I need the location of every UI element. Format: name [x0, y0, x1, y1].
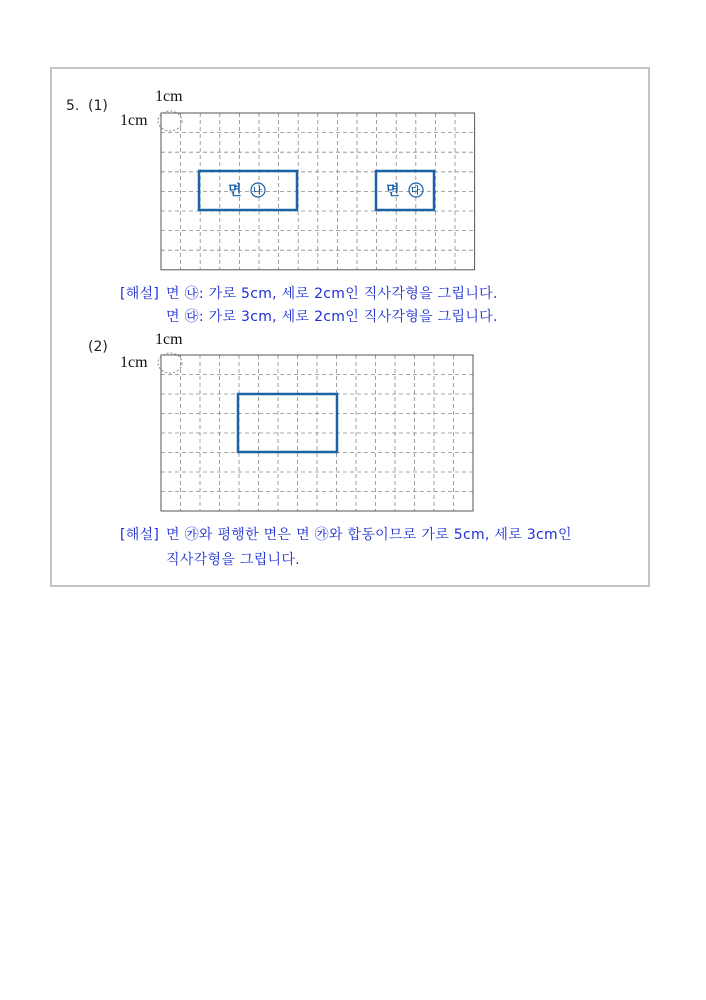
part1-unit-top: 1cm	[155, 88, 183, 105]
rect-c-label: 면	[386, 183, 400, 199]
problem-number: 5.	[66, 98, 80, 114]
part1-unit-side: 1cm	[120, 112, 148, 129]
part2-label: (2)	[88, 339, 108, 355]
part2-unit-side: 1cm	[120, 354, 148, 371]
rect-c-marker: 다	[411, 186, 420, 197]
unit-cell-marker-2	[158, 353, 182, 373]
part1-explanation-line2: 면 ㉰: 가로 3cm, 세로 2cm인 직사각형을 그립니다.	[166, 309, 498, 325]
unit-cell-marker-1	[158, 111, 182, 131]
grid-1-lines	[161, 113, 475, 270]
rectangle-b	[199, 171, 297, 210]
part1-label: (1)	[88, 98, 108, 114]
part2-explanation-line2: 직사각형을 그립니다.	[166, 552, 300, 568]
grid-2-lines	[161, 355, 473, 511]
part1-explanation-tag: [해설]	[120, 286, 160, 302]
rectangle-c	[376, 171, 434, 210]
rect-b-label: 면	[228, 183, 242, 199]
rectangle-answer	[238, 394, 337, 452]
part2-unit-top: 1cm	[155, 331, 183, 348]
part2-explanation-line1: 면 ㉮와 평행한 면은 면 ㉮와 합동이므로 가로 5cm, 세로 3cm인	[166, 527, 572, 543]
part1-explanation-line1: 면 ㉯: 가로 5cm, 세로 2cm인 직사각형을 그립니다.	[166, 286, 498, 302]
part2-explanation-tag: [해설]	[120, 527, 160, 543]
rect-b-marker: 나	[253, 186, 262, 197]
